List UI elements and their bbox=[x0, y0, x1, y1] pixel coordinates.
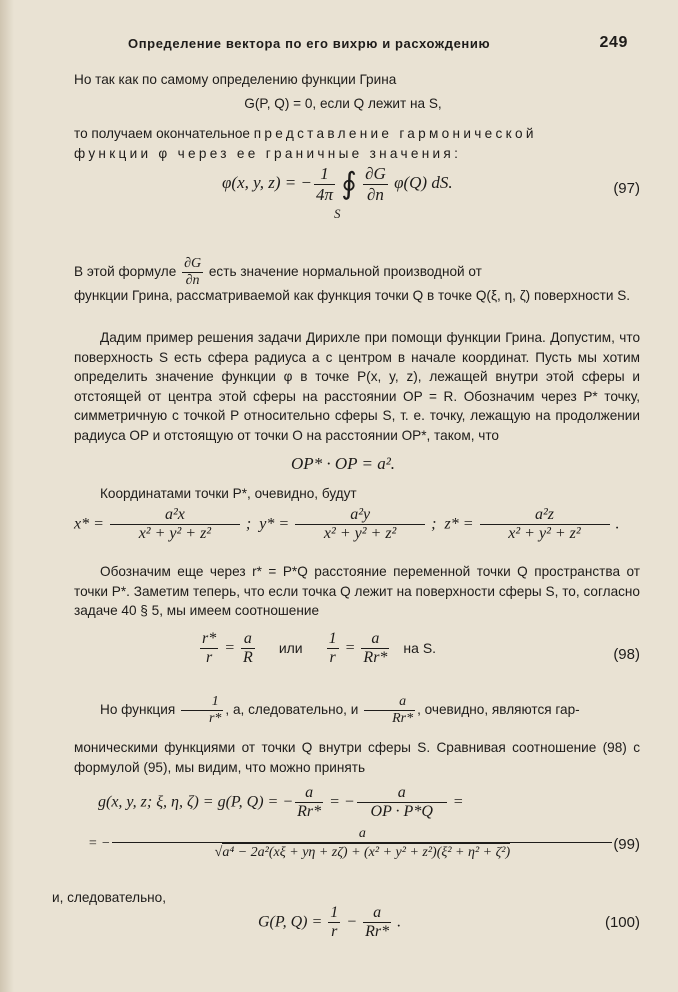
page-binding-shadow bbox=[0, 0, 14, 992]
equation-98: $\frac{r*}{r}$ = $\frac{a}{R}$ или $\frac{1}{r}$ = $\frac{a}{Rr*}$ на S. bbox=[202, 630, 437, 667]
paragraph: функции Грина, рассматриваемой как функция точки Q в точке Q(ξ, η, ζ) поверхности S. bbox=[74, 288, 631, 303]
text-line: и, следовательно, bbox=[52, 890, 166, 905]
paragraph: моническими функциями от точки Q внутри сферы S. Сравнивая соотношение (98) с формулой (95), мы видим, что можно принять bbox=[74, 740, 640, 775]
text-span: то получаем окончательное bbox=[74, 126, 250, 141]
spaced-text: через ее граничные значения: bbox=[177, 146, 462, 161]
text-span: , очевидно, являются гар- bbox=[417, 702, 580, 718]
text-span: на S. bbox=[403, 639, 437, 656]
text-span: есть значение нормальной производной от bbox=[208, 264, 482, 280]
formula-green-zero: G(P, Q) = 0, если Q лежит на S, bbox=[244, 96, 442, 111]
text-line bbox=[74, 124, 640, 144]
header-title: Определение вектора по его вихрю и расхождению bbox=[128, 36, 491, 51]
text-span: Но функция bbox=[100, 702, 176, 718]
fraction-dG-dn: $\frac{\partial G}{\partial n}$ bbox=[184, 256, 202, 289]
page-number: 249 bbox=[599, 34, 628, 51]
text-line: Но так как по самому определению функции Грина bbox=[74, 72, 397, 87]
equation-number: (100) bbox=[604, 914, 640, 931]
text-line bbox=[74, 144, 640, 164]
paragraph: Обозначим еще через r* = P*Q расстояние переменной точки Q пространства от точки P*. Заметим теперь, что если точка Q лежит на поверхности сферы S, то, согласно задаче 40 § 5, мы имеем соотношение bbox=[74, 564, 640, 619]
equation-100: G(P, Q) = $\frac{1}{r}$ − $\frac{a}{Rr*}$ . bbox=[258, 904, 402, 941]
spaced-text: представление гармонической bbox=[253, 126, 537, 141]
text-span: , а, следовательно, и bbox=[225, 702, 359, 718]
equation-number: (97) bbox=[613, 180, 640, 197]
text-span: В этой формуле bbox=[74, 264, 177, 280]
running-header bbox=[128, 34, 628, 56]
spaced-text: функции φ bbox=[74, 146, 171, 161]
paragraph: Дадим пример решения задачи Дирихле при помощи функции Грина. Допустим, что поверхность S есть сфера радиуса a с центром в начале координат. Пусть мы хотим определить значение функции φ в точке P(x, y, z), лежащей внутри этой сферы и отстоящей от центра этой сферы на расстоянии OP = R. Обозначим через P* точку, симметричную с точкой P относительно сферы S, т. е. точку, лежащую на продолжении радиуса OP и отстоящую от точки O на расстоянии OP*, таком, что bbox=[74, 330, 640, 443]
text-span: или bbox=[278, 639, 303, 656]
equation-97: φ(x, y, z) = − $\frac{1}{4\pi}$ ∮ $\frac{\partial G}{\partial n}$ φ(Q) dS. S bbox=[222, 164, 453, 221]
equation-number: (99) bbox=[613, 836, 640, 853]
text-line bbox=[74, 694, 640, 727]
coordinates-p-star: x* = $\frac{\text{a²x}}{\text{x² + y² + z²}}$ ; y* = $\frac{\text{a²y}}{\text{x² + y² + z²}}$ ; z* = $\frac{\text{a²z}}{\text{x² + y² + z²}}$ . bbox=[74, 506, 620, 543]
equation-99-line2: = − $\frac{a}{\text{√a⁴ − 2a²(xξ + yη + zζ) + (x² + y² + z²)(ξ² + η² + ζ²)}}$ bbox=[88, 826, 614, 861]
fraction-1-rstar: $\frac{1}{r*}$ bbox=[181, 694, 223, 727]
text-line bbox=[74, 256, 640, 289]
text-line: Координатами точки P*, очевидно, будут bbox=[100, 486, 357, 501]
formula-op: OP* · OP = a². bbox=[290, 454, 396, 473]
fraction-a-Rrstar: $\frac{a}{Rr*}$ bbox=[364, 694, 415, 727]
equation-99-line1: g(x, y, z; ξ, η, ζ) = g(P, Q) = − $\frac{a}{Rr*}$ = − $\frac{a}{OP \cdot P*Q}$ = bbox=[98, 784, 464, 821]
equation-number: (98) bbox=[613, 646, 640, 663]
